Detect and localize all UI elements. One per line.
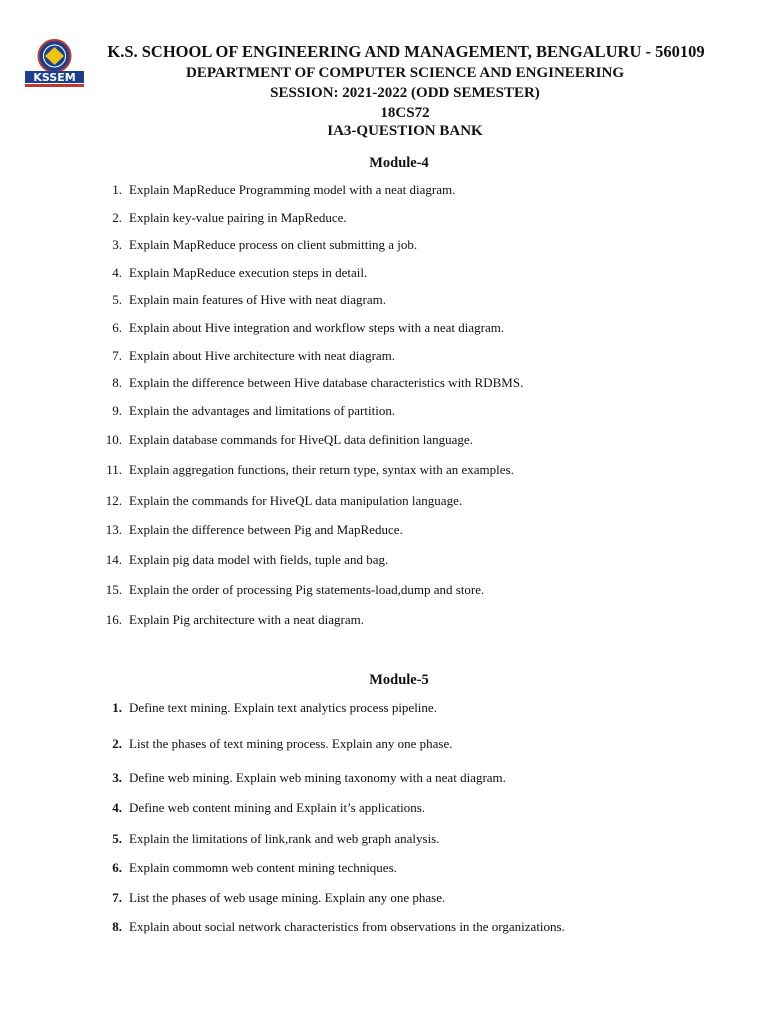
question-item: 4. Explain MapReduce execution steps in detail. — [112, 265, 368, 280]
question-item: 8. Explain about social network characteristics from observations in the organizations. — [112, 919, 565, 934]
question-item: 6. Explain commomn web content mining techniques. — [112, 860, 397, 875]
question-item: 8. Explain the difference between Hive database characteristics with RDBMS. — [112, 375, 524, 390]
question-item: 10. Explain database commands for HiveQL data definition language. — [105, 432, 473, 447]
question-item: 11. Explain aggregation functions, their return type, syntax with an examples. — [106, 462, 514, 477]
module-5-title: Module-5 — [369, 672, 429, 688]
question-item: 16. Explain Pig architecture with a neat diagram. — [105, 612, 364, 627]
question-item: 9. Explain the advantages and limitations of partition. — [112, 403, 396, 418]
institution-name: K.S. SCHOOL OF ENGINEERING AND MANAGEMENT, BENGALURU - 560109 — [107, 42, 705, 61]
question-item: 3. Define web mining. Explain web mining taxonomy with a neat diagram. — [112, 770, 506, 785]
question-item: 15. Explain the order of processing Pig statements-load,dump and store. — [105, 582, 485, 597]
question-item: 1. Define text mining. Explain text analytics process pipeline. — [112, 700, 437, 715]
question-item: 5. Explain the limitations of link,rank and web graph analysis. — [112, 831, 440, 846]
question-item: 12. Explain the commands for HiveQL data manipulation language. — [105, 493, 463, 508]
question-item: 2. Explain key-value pairing in MapReduce. — [112, 210, 347, 225]
question-item: 3. Explain MapReduce process on client submitting a job. — [112, 237, 418, 252]
question-item: 6. Explain about Hive integration and workflow steps with a neat diagram. — [112, 320, 505, 335]
question-item: 14. Explain pig data model with fields, tuple and bag. — [105, 552, 389, 567]
question-item: 2. List the phases of text mining process. Explain any one phase. — [112, 736, 453, 751]
course-code: 18CS72 — [380, 105, 430, 121]
question-item: 13. Explain the difference between Pig and MapReduce. — [105, 522, 403, 537]
module-4-title: Module-4 — [369, 155, 429, 171]
session: SESSION: 2021-2022 (ODD SEMESTER) — [270, 85, 540, 101]
question-item: 5. Explain main features of Hive with neat diagram. — [112, 292, 387, 307]
question-item: 1. Explain MapReduce Programming model with a neat diagram. — [112, 182, 456, 197]
page-title: IA3-QUESTION BANK — [327, 123, 483, 139]
question-item: 7. List the phases of web usage mining. Explain any one phase. — [112, 890, 446, 905]
question-item: 7. Explain about Hive architecture with neat diagram. — [112, 348, 396, 363]
svg-text:KSSEM: KSSEM — [33, 71, 76, 84]
question-item: 4. Define web content mining and Explain it’s applications. — [112, 800, 426, 815]
department-name: DEPARTMENT OF COMPUTER SCIENCE AND ENGINEERING — [186, 65, 624, 81]
